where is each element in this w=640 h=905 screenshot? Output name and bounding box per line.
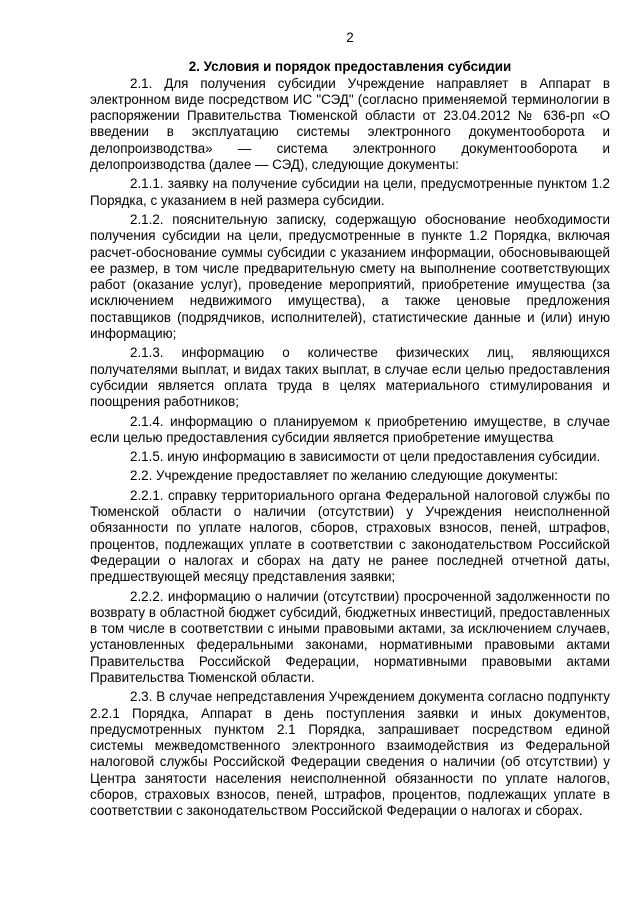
paragraph-2-1-2: 2.1.2. пояснительную записку, содержащую обоснование необходимости получения субсидии на цели, предусмотренные в пункте 1.2 Порядка, включая расчет-обоснование суммы субсидии с указанием информации, обосновывающей ее размер, в том числе предварительную смету на выполнение соответствующих работ (оказание услуг), проведение мероприятий, приобретение имущества (за исключением недвижимого имущества), а также ценовые предложения поставщиков (подрядчиков, исполнителей), статистические данные и (или) иную информацию; — [90, 211, 610, 342]
paragraph-2-2: 2.2. Учреждение предоставляет по желанию следующие документы: — [130, 468, 559, 484]
paragraph-2-1-4: 2.1.4. информацию о планируемом к приобретению имуществе, в случае если целью предоставления субсидии является приобретение имущества — [90, 413, 610, 445]
paragraph-2-2-1: 2.2.1. справку территориального органа Федеральной налоговой службы по Тюменской области о наличии (отсутствии) у Учреждения неисполненной обязанности по уплате налогов, сборов, страховых взносов, пеней, штрафов, процентов, подлежащих уплате в соответствии с законодательством Российской Федерации о налогах и сборах на дату не ранее последней отчетной даты, предшествующей месяцу представления заявки; — [90, 487, 610, 585]
page-number: 2 — [346, 30, 354, 45]
paragraph-2-1: 2.1. Для получения субсидии Учреждение направляет в Аппарат в электронном виде посредством ИС "СЭД" (согласно применяемой терминологии в распоряжении Правительства Тюменской области от 23.04.2012 № 636-рп «О введении в эксплуатацию системы электронного документооборота и делопроизводства» — система электронного документооборота и делопроизводства (далее — СЭД), следующие документы: — [90, 75, 610, 173]
paragraph-2-2-2: 2.2.2. информацию о наличии (отсутствии) просроченной задолженности по возврату в областной бюджет субсидий, бюджетных инвестиций, предоставленных в том числе в соответствии с иными правовыми актами, за исключением случаев, установленных федеральными законами, нормативными правовыми актами Правительства Российской Федерации, нормативными правовыми актами Правительства Тюменской области. — [90, 588, 610, 685]
paragraph-2-1-1: 2.1.1. заявку на получение субсидии на цели, предусмотренные пунктом 1.2 Порядка, с указанием в ней размера субсидии. — [90, 176, 610, 208]
section-heading: 2. Условия и порядок предоставления субсидии — [188, 59, 512, 75]
paragraph-2-1-3: 2.1.3. информацию о количестве физических лиц, являющихся получателями выплат, и видах таких выплат, в случае если целью предоставления субсидии является оплата труда в целях материального стимулирования и поощрения работников; — [90, 345, 610, 410]
paragraph-2-3: 2.3. В случае непредставления Учреждением документа согласно подпункту 2.2.1 Порядка, Аппарат в день поступления заявки и иных документов, предусмотренных пунктом 2.1 Порядка, запрашивает посредством единой системы межведомственного электронного взаимодействия из Федеральной налоговой службы Российской Федерации сведения о наличии (об отсутствии) у Центра занятости населения неисполненной обязанности по уплате налогов, сборов, страховых взносов, пеней, штрафов, процентов, подлежащих уплате в соответствии с законодательством Российской Федерации о налогах и сборах. — [90, 689, 610, 819]
document-page — [90, 30, 610, 823]
paragraph-2-1-5: 2.1.5. иную информацию в зависимости от цели предоставления субсидии. — [130, 449, 601, 465]
